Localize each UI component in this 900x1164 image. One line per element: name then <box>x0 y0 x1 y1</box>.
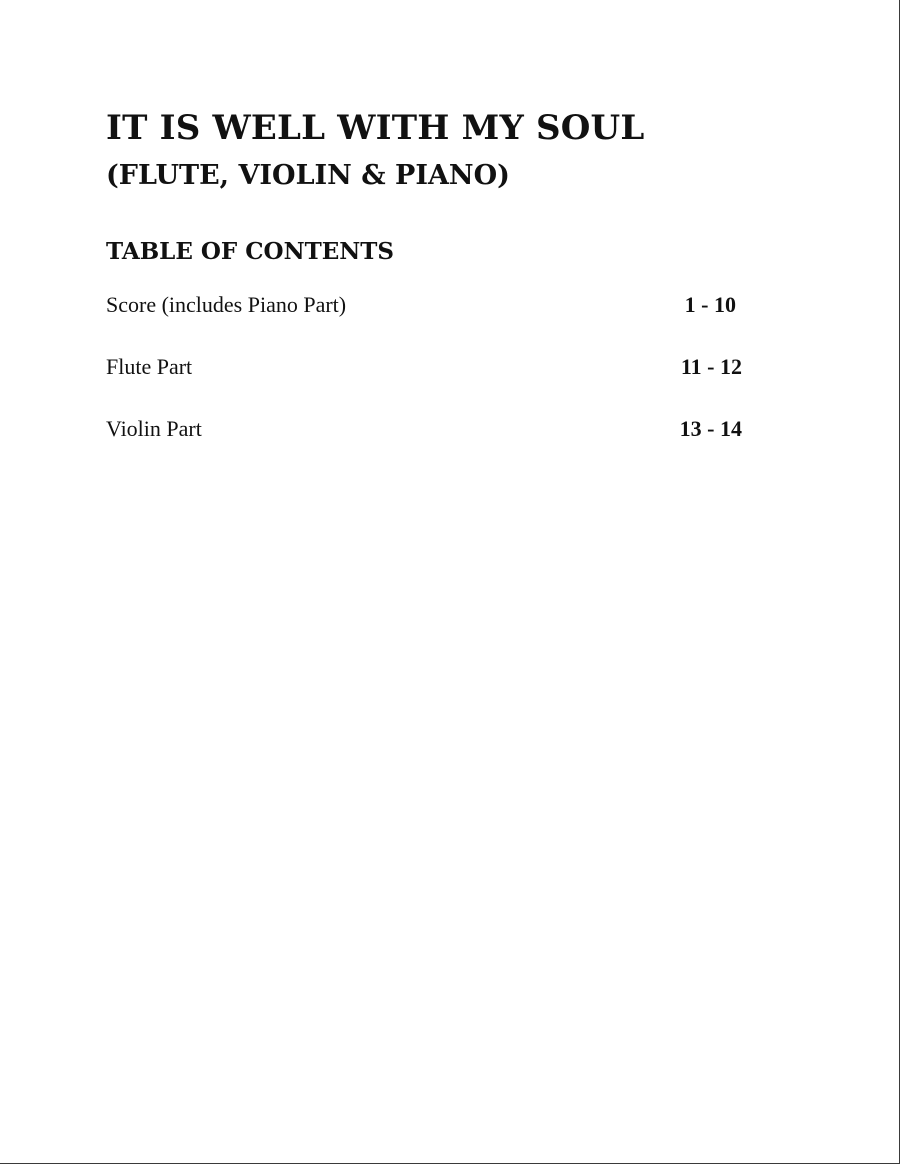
toc-entry-label: Violin Part <box>106 416 202 441</box>
document-subtitle: (FLUTE, VIOLIN & PIANO) <box>106 160 510 191</box>
toc-entry-violin-part <box>106 416 742 446</box>
toc-entry-flute-part <box>106 354 742 384</box>
toc-entry-pages: 1 - 10 <box>684 292 736 317</box>
toc-entry-pages: 13 - 14 <box>679 416 742 441</box>
toc-entry-label: Flute Part <box>106 354 193 379</box>
toc-entry-pages: 11 - 12 <box>680 354 742 379</box>
toc-entry-score <box>106 292 742 322</box>
toc-entry-label: Score (includes Piano Part) <box>106 292 347 317</box>
toc-heading: TABLE OF CONTENTS <box>106 238 394 265</box>
document-title: IT IS WELL WITH MY SOUL <box>106 108 645 148</box>
